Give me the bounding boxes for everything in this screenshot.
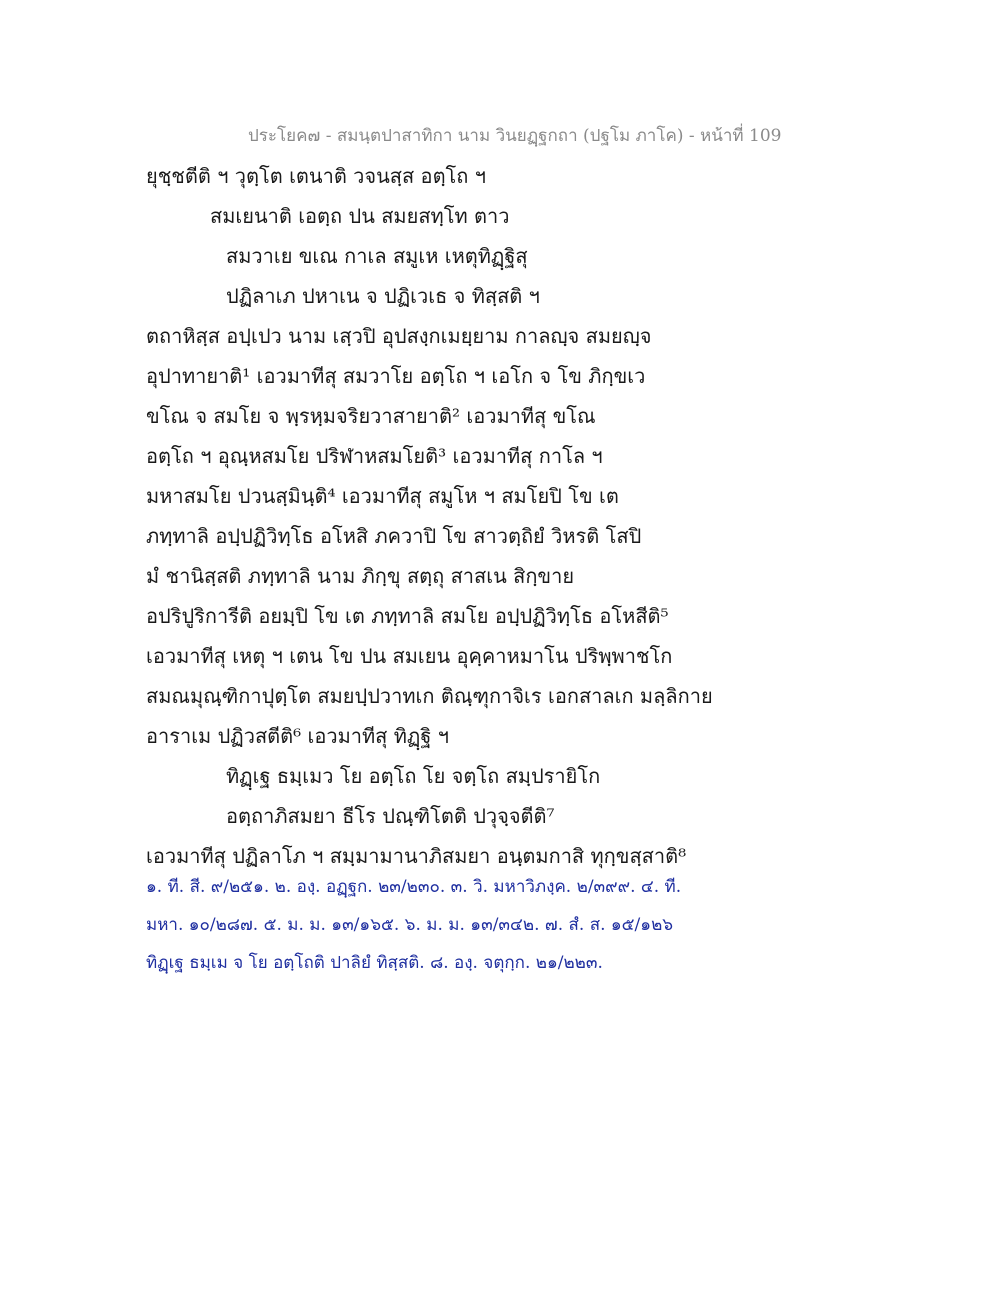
body-line: ยุชฺชตีติ ฯ วุตฺโต เตนาติ วจนสฺส อตฺโถ ฯ: [146, 164, 486, 188]
body-line: สมณมุณฺฑิกาปุตฺโต สมยปฺปวาทเก ติณฺฑุกาจิเร เอกสาลเก มลฺลิกาย: [146, 684, 713, 708]
body-line: อาราเม ปฏิวสตีติ⁶ เอวมาทีสุ ทิฏฺฐิ ฯ: [146, 724, 449, 748]
footnote-line: ทิฏฺเฐ ธมฺเม จ โย อตฺโถติ ปาลิยํ ทิสฺสติ. ๘. องฺ. จตุกฺก. ๒๑/๒๒๓.: [146, 953, 603, 973]
body-line: ขโณ จ สมโย จ พฺรหฺมจริยวาสายาติ² เอวมาทีสุ ขโณ: [146, 404, 596, 428]
body-line: อุปาทายาติ¹ เอวมาทีสุ สมวาโย อตฺโถ ฯ เอโก จ โข ภิกฺขเว: [146, 364, 646, 388]
verse-line: ทิฏฺเฐ ธมฺเมว โย อตฺโถ โย จตฺโถ สมฺปรายิโก: [226, 764, 601, 788]
footnote-line: มหา. ๑๐/๒๘๗. ๕. ม. ม. ๑๓/๑๖๕. ๖. ม. ม. ๑๓/๓๔๒. ๗. สํ. ส. ๑๕/๑๒๖: [146, 915, 674, 935]
body-line: มหาสมโย ปวนสฺมินฺติ⁴ เอวมาทีสุ สมูโห ฯ สมโยปิ โข เต: [146, 484, 619, 508]
verse-line: อตฺถาภิสมยา ธีโร ปณฺฑิโตติ ปวุจฺจตีติ⁷: [226, 804, 555, 828]
body-line: มํ ชานิสฺสติ ภทฺทาลิ นาม ภิกฺขุ สตฺถุ สาสเน สิกฺขาย: [146, 564, 575, 588]
body-line: อปริปูริการีติ อยมฺปิ โข เต ภทฺทาลิ สมโย อปฺปฏิวิทฺโธ อโหสีติ⁵: [146, 604, 669, 628]
body-line: สมเยนาติ เอตฺถ ปน สมยสทฺโท ตาว: [210, 204, 510, 228]
footnote-line: ๑. ที. สี. ๙/๒๕๑. ๒. องฺ. อฏฺฐก. ๒๓/๒๓๐. ๓. วิ. มหาวิภงฺค. ๒/๓๙๙. ๔. ที.: [146, 877, 682, 897]
verse-line: ปฏิลาเภ ปหาเน จ ปฏิเวเธ จ ทิสฺสติ ฯ: [226, 284, 540, 308]
page-header: ประโยค๗ - สมนฺตปาสาทิกา นาม วินยฏฺฐกถา (ปฐโม ภาโค) - หน้าที่ 109: [248, 126, 782, 146]
footnotes: [146, 868, 866, 982]
body-text: [146, 156, 866, 876]
verse-line: สมวาเย ขเณ กาเล สมูเห เหตุทิฏฺฐิสุ: [226, 244, 528, 268]
body-line: ภทฺทาลิ อปฺปฏิวิทฺโธ อโหสิ ภควาปิ โข สาวตฺถิยํ วิหรติ โสปิ: [146, 524, 642, 548]
body-line: เอวมาทีสุ เหตุ ฯ เตน โข ปน สมเยน อุคฺคาหมาโน ปริพฺพาชโก: [146, 644, 673, 668]
body-line: อตฺโถ ฯ อุณฺหสมโย ปริฬาหสมโยติ³ เอวมาทีสุ กาโล ฯ: [146, 444, 603, 468]
body-line: ตถาหิสฺส อปฺเปว นาม เสฺวปิ อุปสงฺกเมยฺยาม กาลญฺจ สมยญฺจ: [146, 324, 652, 348]
body-line: เอวมาทีสุ ปฏิลาโภ ฯ สมฺมามานาภิสมยา อนฺตมกาสิ ทุกฺขสฺสาติ⁸: [146, 844, 687, 868]
